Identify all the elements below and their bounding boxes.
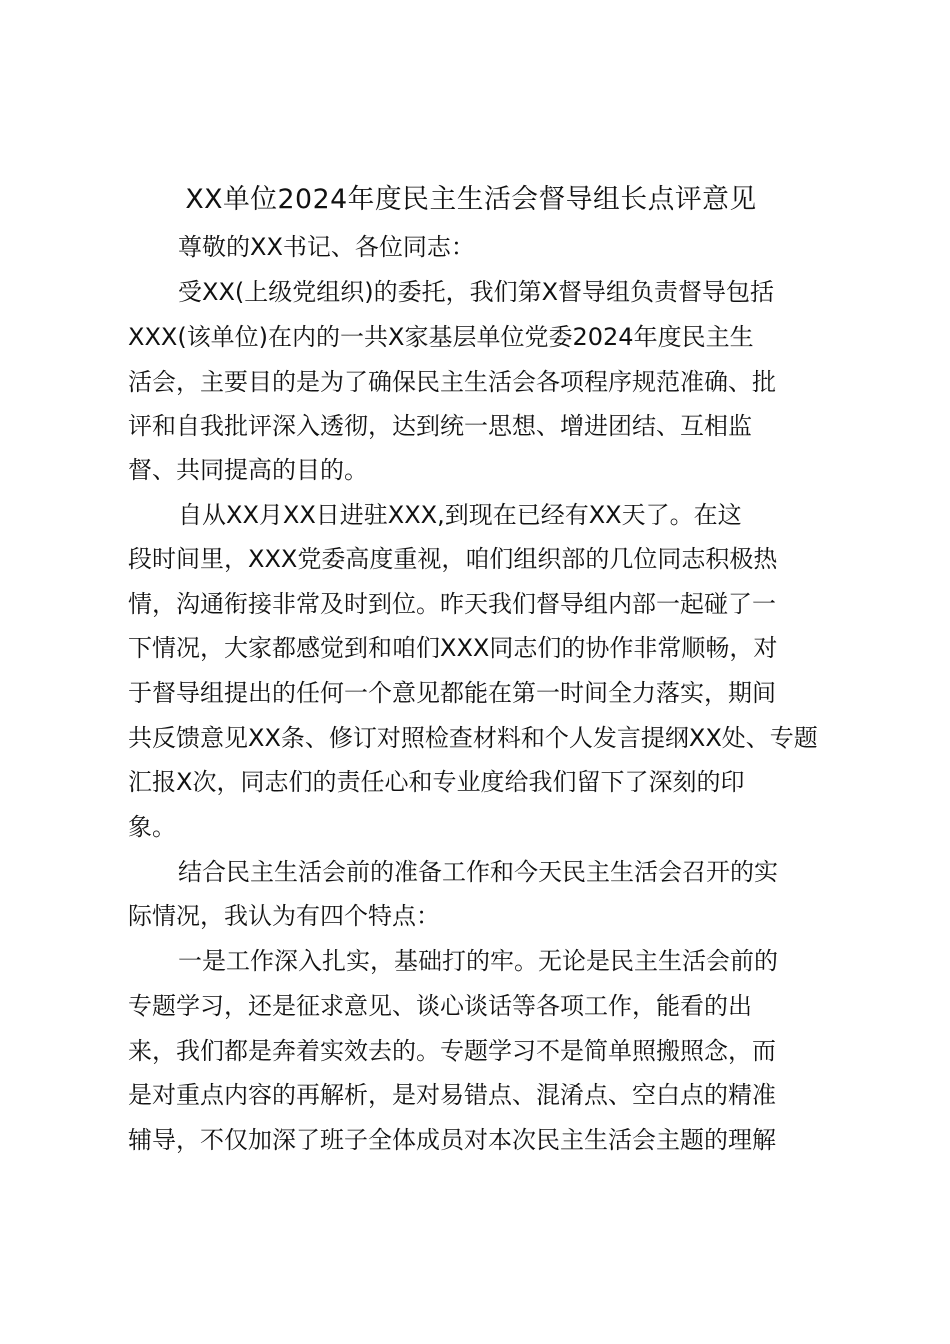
paragraph-4-line-4: 是对重点内容的再解析，是对易错点、混淆点、空白点的精准	[128, 1081, 776, 1109]
document-title: XX单位2024年度民主生活会督导组长点评意见	[185, 184, 757, 215]
paragraph-2-line-2: 段时间里，XXX党委高度重视，咱们组织部的几位同志积极热	[128, 545, 778, 573]
paragraph-2-line-3: 情，沟通衔接非常及时到位。昨天我们督导组内部一起碰了一	[128, 590, 776, 618]
salutation-line: 尊敬的XX书记、各位同志：	[178, 233, 475, 261]
paragraph-1-line-5: 督、共同提高的目的。	[128, 456, 368, 484]
paragraph-2-line-7: 汇报X次，同志们的责任心和专业度给我们留下了深刻的印	[128, 768, 745, 796]
paragraph-2-line-4: 下情况，大家都感觉到和咱们XXX同志们的协作非常顺畅，对	[128, 634, 778, 662]
paragraph-4-line-3: 来，我们都是奔着实效去的。专题学习不是简单照搬照念，而	[128, 1037, 776, 1065]
paragraph-2-line-8: 象。	[128, 813, 176, 841]
paragraph-1-line-1: 受XX(上级党组织)的委托，我们第X督导组负责督导包括	[178, 278, 775, 306]
paragraph-1-line-2: XXX(该单位)在内的一共X家基层单位党委2024年度民主生	[128, 323, 754, 351]
paragraph-2-line-5: 于督导组提出的任何一个意见都能在第一时间全力落实，期间	[128, 679, 776, 707]
paragraph-4-line-1: 一是工作深入扎实，基础打的牢。无论是民主生活会前的	[178, 947, 778, 975]
paragraph-4-line-2: 专题学习，还是征求意见、谈心谈话等各项工作，能看的出	[128, 992, 752, 1020]
paragraph-2-line-1: 自从XX月XX日进驻XXX,到现在已经有XX天了。在这	[178, 501, 742, 529]
paragraph-3-line-1: 结合民主生活会前的准备工作和今天民主生活会召开的实	[178, 858, 778, 886]
paragraph-1-line-4: 评和自我批评深入透彻，达到统一思想、增进团结、互相监	[128, 412, 752, 440]
paragraph-1-line-3: 活会，主要目的是为了确保民主生活会各项程序规范准确、批	[128, 368, 776, 396]
paragraph-2-line-6: 共反馈意见XX条、修订对照检查材料和个人发言提纲XX处、专题	[128, 724, 818, 752]
paragraph-4-line-5: 辅导，不仅加深了班子全体成员对本次民主生活会主题的理解	[128, 1126, 776, 1154]
paragraph-3-line-2: 际情况，我认为有四个特点：	[128, 902, 440, 930]
